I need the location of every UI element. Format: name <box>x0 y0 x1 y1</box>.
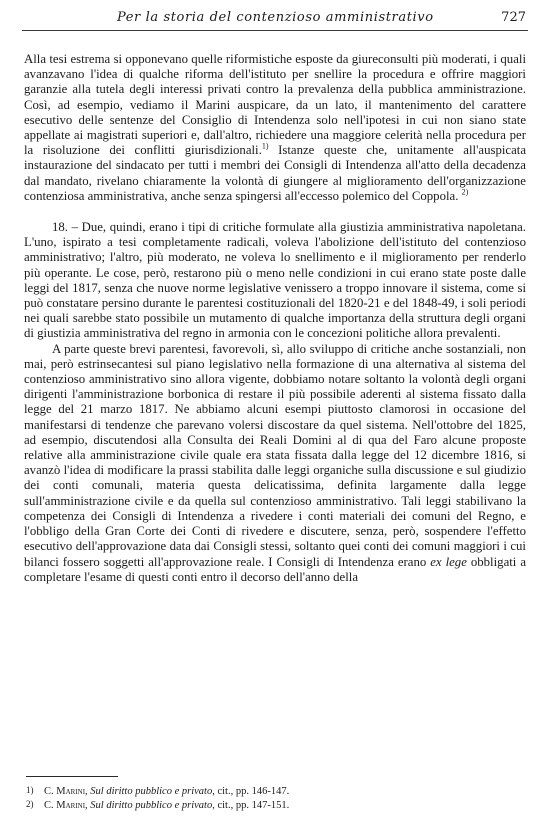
paragraph-3-text-a: A parte queste brevi parentesi, favorevoli, sì, allo sviluppo di critiche anche sostanziali, non mai, però estrinsecantesi sul piano legislativo nella formazione di una alternativa al sistema del contenzioso amministrativo sino allora vigente, dobbiamo notare soltanto la volontà degli organi dirigenti l'amministrazione borbonica di restare il più possibile aderenti al sistema fissato dalla legge del 21 marzo 1817. Ne abbiamo alcuni esempi piuttosto clamorosi in occasione del manifestarsi di tendenze che parevano volersi discostare da quel sistema. Nell'ottobre del 1825, ad esempio, discutendosi alla Consulta dei Reali Domini al di qua del Faro alcune proposte relative alla amministrazione civile quale era stata fissata dalla legge del 12 dicembre 1816, si avanzò l'idea di modificare la prassi stabilita dalle leggi organiche sulla discussione e sul giudizio dei conti comunali, materia questa delicatissima, definita largamente dalla legge sull'amministrazione civile e da quella sul contenzioso amministrativo. Tali leggi stabilivano la competenza dei Consigli di Intendenza a rivedere i conti materiali dei comuni del Regno, e l'obbligo della Gran Corte dei Conti di rivedere e discutere, senza, però, sospendere l'effetto esecutivo dell'approvazione data dai Consigli stessi, soltanto quei conti dei comuni maggiori i cui bilanci fossero soggetti all'approvazione reale. I Consigli di Intendenza erano <box>24 341 526 569</box>
footnote-ref-2: 2) <box>461 187 469 197</box>
body-text <box>24 52 526 585</box>
footnote-ref-1: 1) <box>261 141 269 151</box>
running-title: Per la storia del contenzioso amministrativo <box>117 10 434 25</box>
footnote-2: 2) C. Marini, Sul diritto pubblico e privato, cit., pp. 147-151. <box>26 799 290 811</box>
footnote-2-mark: 2) <box>26 799 34 809</box>
footnote-2-title: Sul diritto pubblico e privato <box>90 800 213 811</box>
paragraph-1 <box>24 52 526 204</box>
footnotes <box>26 784 526 812</box>
page-number: 727 <box>501 10 526 25</box>
paragraph-2 <box>24 220 526 342</box>
paragraph-2-text: 18. – Due, quindi, erano i tipi di critiche formulate alla giustizia amministrativa napoletana. L'uno, ispirato a tesi completamente radicali, voleva l'abolizione dell'istituto del contenzioso amministrativo; l'altro, più moderato, ne voleva lo snellimento e il miglioramento per renderlo più operante. Le cose, però, restarono più o meno nelle condizioni in cui erano state poste dalle leggi del 1817, senza che nuove norme legislative venissero a troppo innovare il sistema, come si può constatare persino durante le parentesi costituzionali del 1820-21 e del 1848-49, i soli periodi nei quali sarebbe stato possibile un mutamento di qualche importanza della struttura degli organi di giustizia amministrativa del regno in armonia con le concezioni politiche allora prevalenti. <box>24 220 526 341</box>
paragraph-gap <box>24 204 526 220</box>
paragraph-3-italic: ex lege <box>430 554 467 569</box>
footnote-1-mark: 1) <box>26 785 34 795</box>
footnote-2-ref: , cit., pp. 147-151. <box>212 800 290 811</box>
footnote-1-author: C. Marini <box>44 786 86 797</box>
paragraph-1-text-a: Alla tesi estrema si opponevano quelle riformistiche esposte da giureconsulti più moderati, i quali avanzavano l'idea di qualche riforma dell'istituto per snellire la procedura e offrire maggiori garanzie alla tutela degli interessi privati contro la prevalenza della pubblica amministrazione. Così, ad esempio, vediamo il Marini auspicare, da un lato, il mantenimento del carattere esecutivo delle sentenze del Consiglio di Intendenza solo nell'ipotesi in cui non siano state appellate ai magistrati superiori e, dall'altro, richiedere una maggiore celerità nella procedura per la risoluzione dei conflitti giurisdizionali. <box>24 52 526 158</box>
footnote-1-ref: , cit., pp. 146-147. <box>212 786 290 797</box>
footnote-1: 1) C. Marini, Sul diritto pubblico e privato, cit., pp. 146-147. <box>26 785 290 797</box>
footnote-2-author: C. Marini <box>44 800 86 811</box>
paragraph-1-text-b: Istanze queste che, unitamente all'auspicata instaurazione del sindacato per tutti i membri dei Consigli di Intendenza all'atto della decadenza dal mandato, rivelano chiaramente la volontà di giungere al miglioramento dell'organizzazione contenziosa amministrativa, anche senza spingersi all'eccesso polemico del Coppola. <box>24 143 526 203</box>
footnote-divider <box>26 776 118 777</box>
page-header <box>22 8 528 31</box>
paragraph-3-text-b: obbligati a completare l'esame di questi conti entro il decorso dell'anno della <box>24 554 527 584</box>
paragraph-3 <box>24 342 526 585</box>
footnote-1-title: Sul diritto pubblico e privato <box>90 786 213 797</box>
